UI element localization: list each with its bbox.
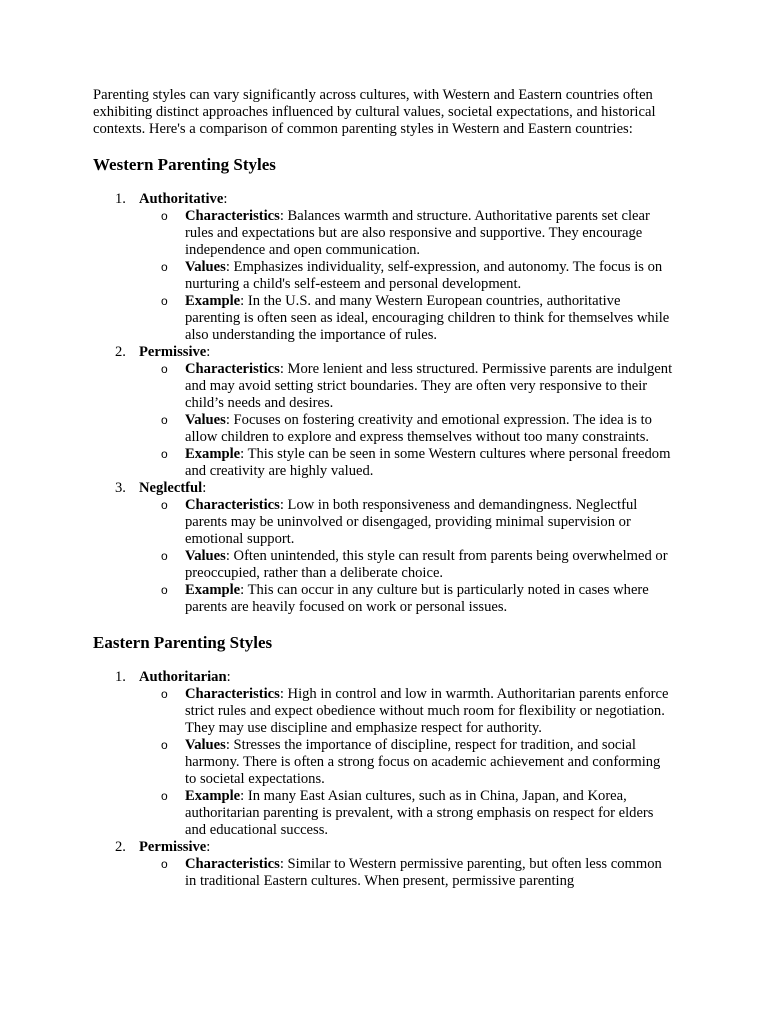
facet-item — [139, 856, 673, 890]
list-item: 2. Permissive: o Characteristics: More lenient and less structured. Permissive parents are indulgent and may avoid setting strict boundaries. They are often very responsive to their child’s needs and desires. o Values: Focuses on fostering creativity and emotional expression. The idea is to allow children to explore and express themselves without too many constraints. o Example: This style can be seen in some Western cultures where personal freedom and creativity are highly valued. — [115, 344, 673, 479]
bullet-marker: o — [161, 738, 168, 752]
facet-label: Example — [185, 788, 241, 804]
facet-list — [139, 856, 673, 890]
item-number: 2. — [115, 839, 126, 855]
facet-text: : Focuses on fostering creativity and emotional expression. The idea is to allow children to explore and express themselves without too many constraints. — [185, 412, 652, 445]
facet-item — [139, 293, 673, 344]
bullet-marker: o — [161, 583, 168, 597]
bullet-marker: o — [161, 687, 168, 701]
facet-label: Example — [185, 582, 241, 598]
facet-item — [139, 412, 673, 446]
facet-text: : Low in both responsiveness and demandingness. Neglectful parents may be uninvolved or disengaged, providing minimal supervision or emotional support. — [185, 497, 638, 547]
facet-label: Characteristics — [185, 208, 280, 224]
facet-label: Values — [185, 737, 226, 753]
style-name: Permissive — [139, 344, 207, 360]
intro-paragraph: Parenting styles can vary significantly across cultures, with Western and Eastern countries often exhibiting distinct approaches influenced by cultural values, societal expectations, and historical contexts. Here's a comparison of common parenting styles in Western and Eastern countries: — [93, 87, 656, 137]
facet-label: Values — [185, 259, 226, 275]
item-number: 1. — [115, 191, 126, 207]
bullet-marker: o — [161, 413, 168, 427]
facet-label: Characteristics — [185, 686, 280, 702]
style-name: Permissive — [139, 839, 207, 855]
facet-text: : Emphasizes individuality, self-expression, and autonomy. The focus is on nurturing a child's self-esteem and personal development. — [185, 259, 663, 292]
facet-list — [139, 208, 673, 344]
eastern-styles-list — [93, 669, 673, 890]
bullet-marker: o — [161, 209, 168, 223]
style-name: Authoritative — [139, 191, 224, 207]
western-heading: Western Parenting Styles — [93, 155, 276, 174]
facet-item — [139, 446, 673, 480]
facet-text: : Stresses the importance of discipline, respect for tradition, and social harmony. There is often a strong focus on academic achievement and conforming to societal expectations. — [185, 737, 661, 787]
facet-list — [139, 361, 673, 480]
facet-item — [139, 497, 673, 548]
facet-item — [139, 208, 673, 259]
facet-item — [139, 737, 673, 788]
facet-item — [139, 582, 673, 616]
facet-label: Example — [185, 446, 241, 462]
list-item: 1. Authoritative: o Characteristics: Balances warmth and structure. Authoritative parents set clear rules and expectations but are also responsive and supportive. They encourage independence and open communication. o Values: Emphasizes individuality, self-expression, and autonomy. The focus is on nurturing a child's self-esteem and personal development. o Example: In the U.S. and many Western European countries, authoritative parenting is often seen as ideal, encouraging children to think for themselves while also understanding the importance of rules. — [93, 191, 673, 344]
style-name: Authoritarian — [139, 669, 227, 685]
style-name: Neglectful — [139, 480, 203, 496]
facet-list — [139, 497, 673, 616]
facet-label: Characteristics — [185, 361, 280, 377]
eastern-heading: Eastern Parenting Styles — [93, 633, 273, 652]
item-number: 2. — [115, 344, 126, 360]
facet-label: Values — [185, 548, 226, 564]
facet-label: Values — [185, 412, 226, 428]
facet-label: Example — [185, 293, 241, 309]
western-styles-list — [93, 191, 673, 616]
facet-item — [139, 259, 673, 293]
list-item: 3. Neglectful: o Characteristics: Low in both responsiveness and demandingness. Neglectful parents may be uninvolved or disengaged, providing minimal supervision or emotional support. o Values: Often unintended, this style can result from parents being overwhelmed or preoccupied, rather than a deliberate choice. o Example: This can occur in any culture but is particularly noted in cases where parents are heavily focused on work or personal issues. — [93, 480, 673, 616]
facet-item — [139, 361, 673, 412]
facet-item — [139, 548, 673, 582]
facet-list — [139, 686, 673, 839]
facet-text: : This can occur in any culture but is particularly noted in cases where parents are heavily focused on work or personal issues. — [185, 582, 649, 615]
facet-item — [139, 788, 673, 839]
document-page — [93, 87, 673, 890]
facet-label: Characteristics — [185, 497, 280, 513]
facet-item — [139, 686, 673, 737]
list-item: 1. Authoritarian: o Characteristics: High in control and low in warmth. Authoritarian parents enforce strict rules and expect obedience without much room for flexibility or negotiation. They may use discipline and emphasize respect for authority. o Values: Stresses the importance of discipline, respect for tradition, and social harmony. There is often a strong focus on academic achievement and conforming to societal expectations. o Example: In many East Asian cultures, such as in China, Japan, and Korea, authoritarian parenting is prevalent, with a strong emphasis on respect for elders and educational success. — [93, 669, 673, 839]
bullet-marker: o — [161, 549, 168, 563]
bullet-marker: o — [161, 789, 168, 803]
facet-text: : Similar to Western permissive parenting, but often less common in traditional Eastern cultures. When present, permissive parenting — [185, 856, 662, 889]
bullet-marker: o — [161, 498, 168, 512]
list-item: 2. Permissive: o Characteristics: Similar to Western permissive parenting, but often less common in traditional Eastern cultures. When present, permissive parenting — [93, 839, 673, 890]
facet-text: : In many East Asian cultures, such as in China, Japan, and Korea, authoritarian parenting is prevalent, with a strong emphasis on respect for elders and educational success. — [185, 788, 654, 838]
bullet-marker: o — [161, 447, 168, 461]
bullet-marker: o — [161, 294, 168, 308]
facet-text: : More lenient and less structured. Permissive parents are indulgent and may avoid setting strict boundaries. They are often very responsive to their child’s needs and desires. — [185, 361, 673, 411]
facet-label: Characteristics — [185, 856, 280, 872]
item-number: 3. — [115, 480, 126, 496]
facet-text: : Balances warmth and structure. Authoritative parents set clear rules and expectations but are also responsive and supportive. They encourage independence and open communication. — [185, 208, 650, 258]
facet-text: : In the U.S. and many Western European countries, authoritative parenting is often seen as ideal, encouraging children to think for themselves while also understanding the importance of rules. — [185, 293, 670, 343]
bullet-marker: o — [161, 362, 168, 376]
bullet-marker: o — [161, 260, 168, 274]
facet-text: : Often unintended, this style can result from parents being overwhelmed or preoccupied, rather than a deliberate choice. — [185, 548, 668, 581]
facet-text: : High in control and low in warmth. Authoritarian parents enforce strict rules and expect obedience without much room for flexibility or negotiation. They may use discipline and emphasize respect for authority. — [185, 686, 669, 736]
item-number: 1. — [115, 669, 126, 685]
bullet-marker: o — [161, 857, 168, 871]
facet-text: : This style can be seen in some Western cultures where personal freedom and creativity are highly valued. — [185, 446, 671, 479]
